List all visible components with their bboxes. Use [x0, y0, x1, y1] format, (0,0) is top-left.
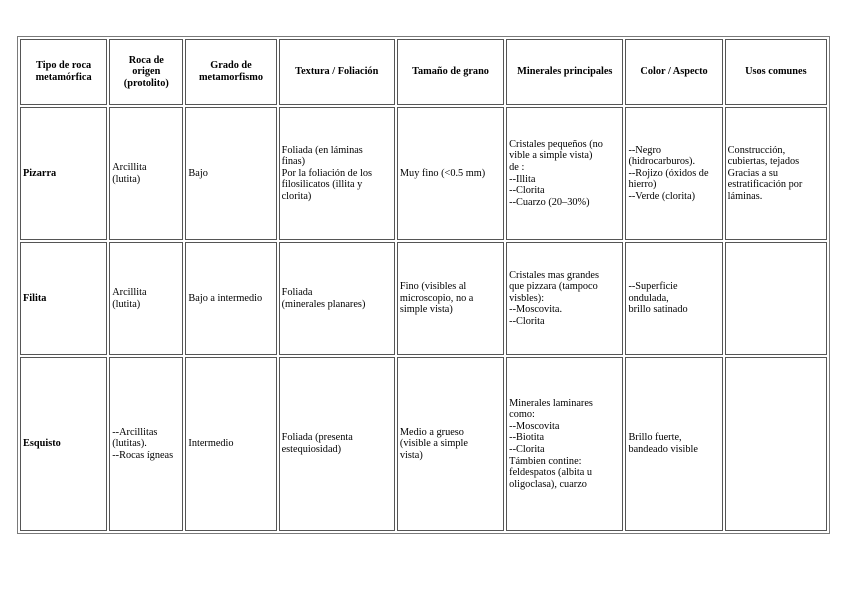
header-protolito: Roca de origen (protolito) — [109, 39, 183, 105]
cell-textura: Foliada (en láminas finas) Por la foliación de los filosilicatos (illita y clorita) — [279, 107, 395, 240]
header-textura: Textura / Foliación — [279, 39, 395, 105]
header-grado: Grado de metamorfismo — [185, 39, 276, 105]
cell-minerales: Cristales pequeños (no vible a simple vista) de : --Illita --Clorita --Cuarzo (20–30%) — [506, 107, 623, 240]
cell-usos — [725, 242, 827, 355]
cell-textura: Foliada (minerales planares) — [279, 242, 395, 355]
header-grano: Tamaño de grano — [397, 39, 504, 105]
cell-grado: Bajo a intermedio — [185, 242, 276, 355]
table-header-row — [20, 39, 827, 105]
cell-protolito: --Arcillitas (lutitas). --Rocas ígneas — [109, 357, 183, 531]
cell-grano: Muy fino (<0.5 mm) — [397, 107, 504, 240]
cell-grano: Fino (visibles al microscopio, no a simple vista) — [397, 242, 504, 355]
table-row — [20, 357, 827, 531]
cell-grado: Bajo — [185, 107, 276, 240]
cell-grado: Intermedio — [185, 357, 276, 531]
cell-grano: Medio a grueso (visible a simple vista) — [397, 357, 504, 531]
cell-usos — [725, 357, 827, 531]
cell-usos: Construcción, cubiertas, tejados Gracias a su estratificación por láminas. — [725, 107, 827, 240]
cell-tipo: Filita — [20, 242, 107, 355]
metamorphic-rocks-table — [17, 36, 830, 534]
table-row — [20, 107, 827, 240]
cell-minerales: Minerales laminares como: --Moscovita --Biotita --Clorita Támbien contine: feldespatos (albita u oligoclasa), cuarzo — [506, 357, 623, 531]
cell-protolito: Arcillita (lutita) — [109, 107, 183, 240]
table-row — [20, 242, 827, 355]
cell-textura: Foliada (presenta estequiosidad) — [279, 357, 395, 531]
cell-color: --Superficie ondulada, brillo satinado — [625, 242, 722, 355]
cell-color: Brillo fuerte, bandeado visible — [625, 357, 722, 531]
header-tipo: Tipo de roca metamórfica — [20, 39, 107, 105]
cell-tipo: Pizarra — [20, 107, 107, 240]
cell-minerales: Cristales mas grandes que pizzara (tampoco visbles): --Moscovita. --Clorita — [506, 242, 623, 355]
header-usos: Usos comunes — [725, 39, 827, 105]
header-minerales: Minerales principales — [506, 39, 623, 105]
cell-color: --Negro (hidrocarburos). --Rojizo (óxidos de hierro) --Verde (clorita) — [625, 107, 722, 240]
cell-tipo: Esquisto — [20, 357, 107, 531]
cell-protolito: Arcillita (lutita) — [109, 242, 183, 355]
header-color: Color / Aspecto — [625, 39, 722, 105]
